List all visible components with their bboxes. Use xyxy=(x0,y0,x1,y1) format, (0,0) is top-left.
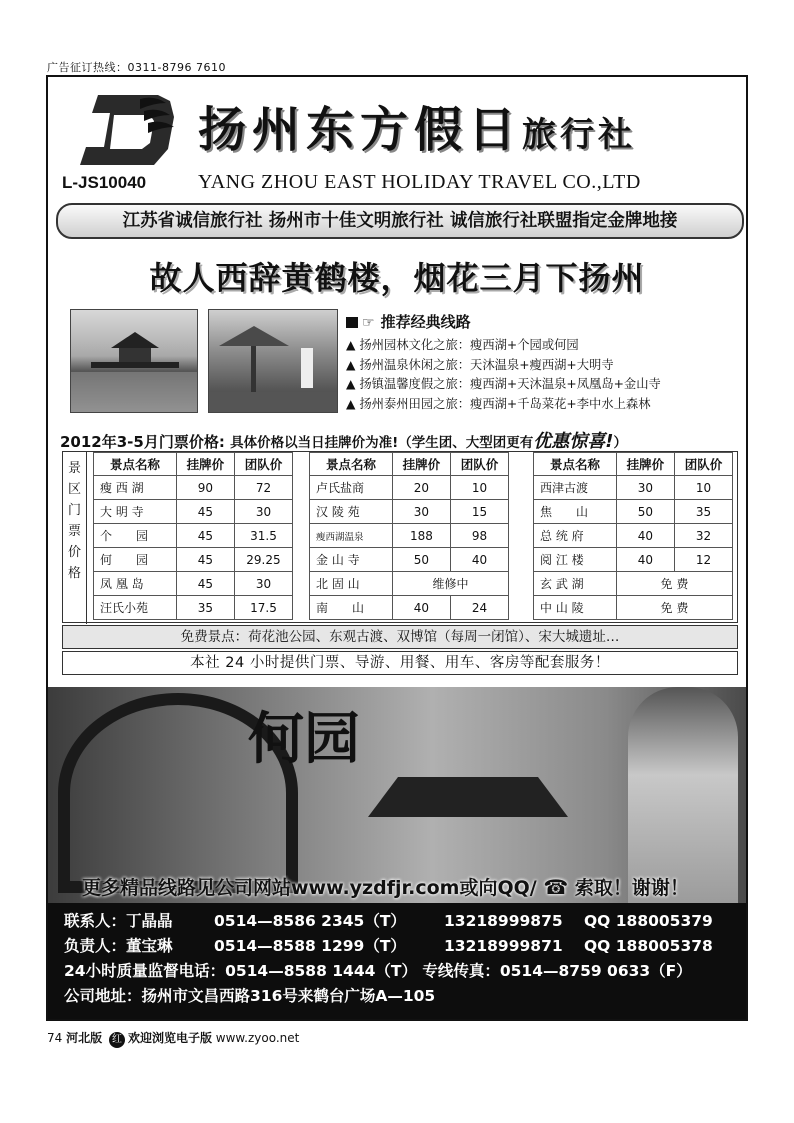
website-line xyxy=(82,873,689,900)
table-row: 卢氏盐商 20 10 xyxy=(310,476,509,500)
table-row: 汪氏小苑 35 17.5 xyxy=(94,596,293,620)
free-sites-bar: 免费景点：荷花池公园、东观古渡、双博馆（每周一闭馆）、宋大城遗址… xyxy=(62,625,738,649)
table-row: 何 园 45 29.25 xyxy=(94,548,293,572)
table-row: 瘦 西 湖 90 72 xyxy=(94,476,293,500)
company-logo-icon xyxy=(70,87,190,177)
black-square-icon xyxy=(346,317,358,328)
contact-row: 联系人：丁晶晶 0514—8586 2345（T） 13218999875 QQ 188005379 xyxy=(64,912,713,930)
table-row: 西津古渡 30 10 xyxy=(534,476,733,500)
price-title: 2012年3-5月门票价格: xyxy=(60,433,225,451)
quality-hotline: 24小时质量监督电话：0514—8588 1444（T） 专线传真：0514—8759 0633（F） xyxy=(64,962,692,980)
table-header-row: 景点名称 挂牌价 团队价 xyxy=(94,453,293,476)
website-text-end: 索取！谢谢！ xyxy=(574,877,689,899)
route-item: ▲ 扬州温泉休闲之旅：天沐温泉+瘦西湖+大明寺 xyxy=(346,357,614,372)
price-note: 具体价格以当日挂牌价为准!（学生团、大型团更有 xyxy=(230,435,534,451)
website-text: 更多精品线路见公司网站www.yzdfjr.com或向QQ/ xyxy=(82,877,537,899)
company-name-main: 扬州东方假日 xyxy=(198,102,523,158)
route-item: ▲ 扬州园林文化之旅：瘦西湖+个园或何园 xyxy=(346,338,579,352)
slogan: 故人西辞黄鹤楼，烟花三月下扬州 xyxy=(149,259,645,297)
price-side-label: 景 区 门 票 价 格 xyxy=(63,452,87,624)
page-footer xyxy=(47,1029,299,1048)
advertisement xyxy=(46,75,748,1021)
service-bar: 本社 24 小时提供门票、导游、用餐、用车、客房等配套服务！ xyxy=(62,651,738,675)
price-note-end: ） xyxy=(613,435,627,451)
route-item: ▲ 扬州泰州田园之旅：瘦西湖+千岛菜花+李中水上森林 xyxy=(346,396,651,411)
table-row: 总 统 府 40 32 xyxy=(534,524,733,548)
table-row: 阅 江 楼 40 12 xyxy=(534,548,733,572)
table-row: 焦 山 50 35 xyxy=(534,500,733,524)
price-highlight: 优惠惊喜! xyxy=(533,431,614,452)
ticket-price-table xyxy=(62,451,738,623)
price-group-3 xyxy=(533,452,733,624)
edition-label: 河北版 xyxy=(66,1031,103,1045)
telephone-icon: ☎ xyxy=(543,875,569,899)
table-row: 金 山 寺 50 40 xyxy=(310,548,509,572)
table-row: 玄 武 湖 免 费 xyxy=(534,572,733,596)
price-group-1 xyxy=(93,452,293,624)
table-row: 大 明 寺 45 30 xyxy=(94,500,293,524)
company-name-tail: 旅行社 xyxy=(522,115,637,155)
table-row: 凤 凰 岛 45 30 xyxy=(94,572,293,596)
company-name-en: YANG ZHOU EAST HOLIDAY TRAVEL CO.,LTD xyxy=(198,171,641,193)
table-header-row: 景点名称 挂牌价 团队价 xyxy=(310,453,509,476)
license-number: L-JS10040 xyxy=(62,173,147,192)
table-row: 北 固 山 维修中 xyxy=(310,572,509,596)
routes-title-text: 推荐经典线路 xyxy=(380,313,471,331)
footer-text: 欢迎浏览电子版 xyxy=(127,1031,212,1045)
table-row: 个 园 45 31.5 xyxy=(94,524,293,548)
table-row: 南 山 40 24 xyxy=(310,596,509,620)
table-header-row: 景点名称 挂牌价 团队价 xyxy=(534,453,733,476)
ticket-price-heading xyxy=(60,427,627,453)
pavilion-roof-shape xyxy=(368,777,568,817)
price-group-2 xyxy=(309,452,509,624)
slender-west-lake-photo xyxy=(70,309,198,413)
footer-url[interactable]: www.zyoo.net xyxy=(215,1031,300,1045)
routes-title xyxy=(346,311,742,332)
page-number: 74 xyxy=(47,1031,63,1045)
badge-icon: 红 xyxy=(109,1032,125,1048)
table-row: 瘦西湖温泉 188 98 xyxy=(310,524,509,548)
table-row: 中 山 陵 免 费 xyxy=(534,596,733,620)
company-name-cn xyxy=(198,91,636,160)
table-row: 汉 陵 苑 30 15 xyxy=(310,500,509,524)
contact-row: 负责人：董宝琳 0514—8588 1299（T） 13218999871 QQ 188005378 xyxy=(64,937,713,955)
honors-banner: 江苏省诚信旅行社 扬州市十佳文明旅行社 诚信旅行社联盟指定金牌地接 xyxy=(56,203,744,239)
contact-block xyxy=(48,903,746,1021)
pointing-hand-icon: ☞ xyxy=(362,315,375,331)
hot-spring-photo xyxy=(208,309,338,413)
ad-hotline: 广告征订热线：0311-8796 7610 xyxy=(47,61,226,74)
route-item: ▲ 扬镇温馨度假之旅：瘦西湖+天沐温泉+凤凰岛+金山寺 xyxy=(346,377,661,391)
recommended-routes xyxy=(346,311,742,414)
company-address: 公司地址：扬州市文昌西路316号来鹤台广场A—105 xyxy=(64,987,436,1005)
photo-caption: 何园 xyxy=(248,706,360,772)
